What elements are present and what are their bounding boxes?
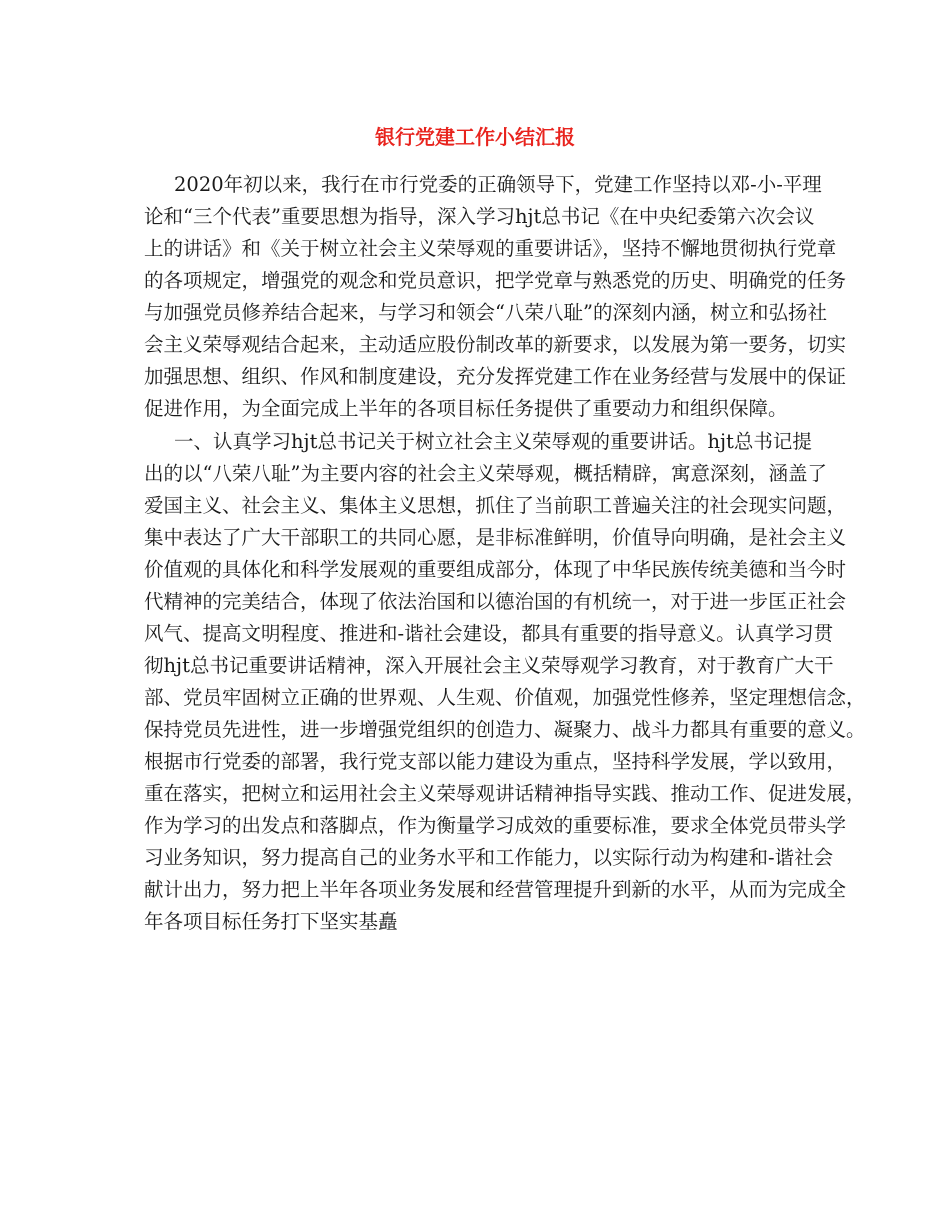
document-title: 银行党建工作小结汇报	[375, 125, 575, 149]
paragraph-2-line-6: 代精神的完美结合，体现了依法治国和以德治国的有机统一，对于进一步匡正社会	[144, 590, 847, 613]
paragraph-2-line-9: 部、党员牢固树立正确的世界观、人生观、价值观，加强党性修养，坚定理想信念，	[144, 686, 866, 709]
paragraph-2-line-16: 年各项目标任务打下坚实基矗	[144, 910, 398, 933]
paragraph-2-line-4: 集中表达了广大干部职工的共同心愿，是非标准鲜明，价值导向明确，是社会主义	[144, 526, 847, 549]
paragraph-1-line-4: 的各项规定，增强党的观念和党员意识，把学党章与熟悉党的历史、明确党的任务	[144, 269, 847, 292]
paragraph-1-line-2: 论和“三个代表”重要思想为指导，深入学习hjt总书记《在中央纪委第六次会议	[144, 205, 815, 228]
paragraph-1-line-8: 促进作用，为全面完成上半年的各项目标任务提供了重要动力和组织保障。	[144, 397, 788, 420]
paragraph-2-line-1: 一、认真学习hjt总书记关于树立社会主义荣辱观的重要讲话。hjt总书记提	[174, 430, 812, 453]
paragraph-2-line-13: 作为学习的出发点和落脚点，作为衡量学习成效的重要标准，要求全体党员带头学	[144, 814, 847, 837]
paragraph-2-line-15: 献计出力，努力把上半年各项业务发展和经营管理提升到新的水平，从而为完成全	[144, 878, 847, 901]
paragraph-2-line-12: 重在落实，把树立和运用社会主义荣辱观讲话精神指导实践、推动工作、促进发展，	[144, 782, 866, 805]
paragraph-1-line-1: 2020年初以来，我行在市行党委的正确领导下，党建工作坚持以邓-小-平理	[174, 173, 822, 196]
paragraph-1-line-6: 会主义荣辱观结合起来，主动适应股份制改革的新要求，以发展为第一要务，切实	[144, 333, 847, 356]
paragraph-2-line-14: 习业务知识，努力提高自己的业务水平和工作能力，以实际行动为构建和-谐社会	[144, 846, 834, 869]
paragraph-2-line-2: 出的以“八荣八耻”为主要内容的社会主义荣辱观，概括精辟，寓意深刻，涵盖了	[144, 462, 827, 485]
paragraph-2-line-7: 风气、提高文明程度、推进和-谐社会建设，都具有重要的指导意义。认真学习贯	[144, 622, 834, 645]
paragraph-2-line-3: 爱国主义、社会主义、集体主义思想，抓住了当前职工普遍关注的社会现实问题，	[144, 494, 847, 517]
paragraph-2-line-10: 保持党员先进性，进一步增强党组织的创造力、凝聚力、战斗力都具有重要的意义。	[144, 718, 866, 741]
paragraph-1-line-3: 上的讲话》和《关于树立社会主义荣辱观的重要讲话》，坚持不懈地贯彻执行党章	[144, 237, 837, 260]
paragraph-2-line-5: 价值观的具体化和科学发展观的重要组成部分，体现了中华民族传统美德和当今时	[144, 558, 847, 581]
paragraph-1-line-5: 与加强党员修养结合起来，与学习和领会“八荣八耻”的深刻内涵，树立和弘扬社	[144, 301, 827, 324]
paragraph-2-line-8: 彻hjt总书记重要讲话精神，深入开展社会主义荣辱观学习教育，对于教育广大干	[144, 654, 834, 677]
paragraph-1-line-7: 加强思想、组织、作风和制度建设，充分发挥党建工作在业务经营与发展中的保证	[144, 365, 847, 388]
paragraph-2-line-11: 根据市行党委的部署，我行党支部以能力建设为重点，坚持科学发展，学以致用，	[144, 750, 847, 773]
